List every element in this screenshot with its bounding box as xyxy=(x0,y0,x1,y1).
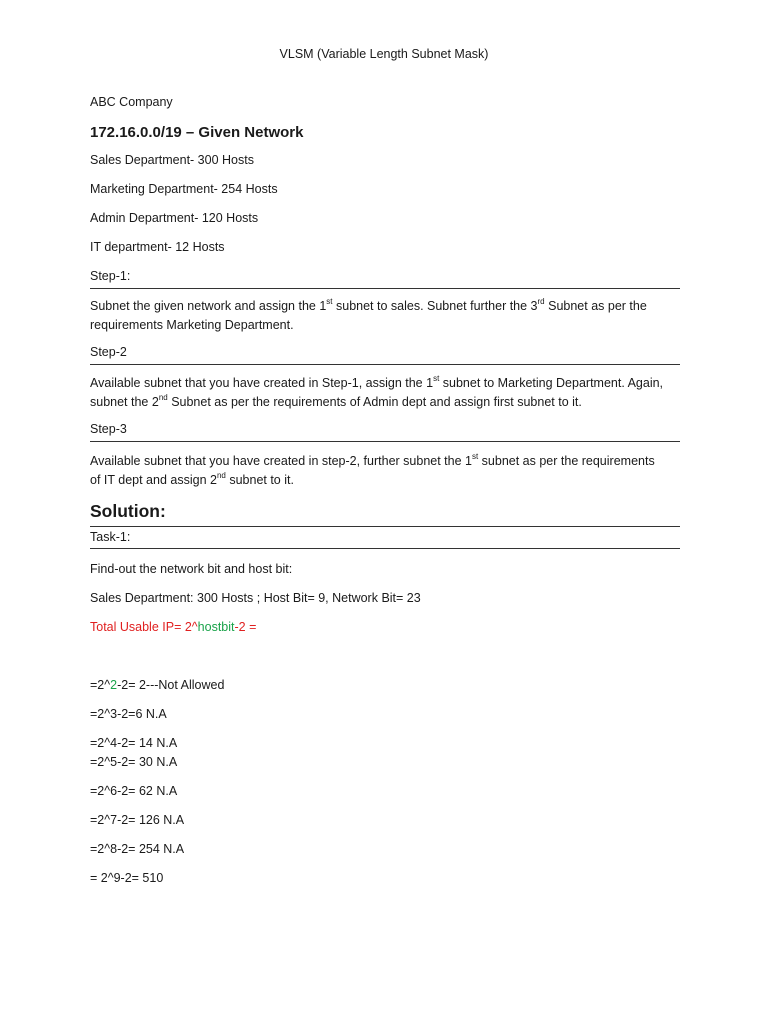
solution-heading: Solution: xyxy=(90,501,166,521)
step2-text-part: Available subnet that you have created in Step-1, assign the 1 xyxy=(90,376,434,390)
step2-label: Step-2 xyxy=(90,345,127,359)
step1-label: Step-1: xyxy=(90,269,131,283)
calc-line: =2^6-2= 62 N.A xyxy=(90,784,178,798)
step1-sup: st xyxy=(326,296,333,306)
findout-text: Find-out the network bit and host bit: xyxy=(90,562,293,576)
step1-text-part: Subnet the given network and assign the 1 xyxy=(90,299,327,313)
calc-part: =2^ xyxy=(90,678,111,692)
calc-line: =2^3-2=6 N.A xyxy=(90,707,167,721)
task1-label: Task-1: xyxy=(90,530,131,544)
step1-text-part: subnet to sales. Subnet further the 3 xyxy=(332,299,538,313)
calc-part: -2= 2---Not Allowed xyxy=(117,678,225,692)
document-title: VLSM (Variable Length Subnet Mask) xyxy=(279,47,489,61)
calc-line: = 2^9-2= 510 xyxy=(90,871,164,885)
step1-sup: rd xyxy=(537,296,545,306)
document-body xyxy=(90,94,680,887)
step2-sup: st xyxy=(433,373,440,383)
calc-line: =2^7-2= 126 N.A xyxy=(90,813,185,827)
formula-part: Total Usable IP= 2^ xyxy=(90,620,198,634)
calc-line: =2^4-2= 14 N.A xyxy=(90,736,178,750)
department-it: IT department- 12 Hosts xyxy=(90,240,225,254)
step2-text-part: subnet to Marketing Department. Again, xyxy=(439,376,664,390)
step3-text xyxy=(90,452,680,490)
step2-text-part: Subnet as per the requirements of Admin dept and assign first subnet to it. xyxy=(167,395,582,409)
step2-text xyxy=(90,374,680,412)
step3-sup: st xyxy=(471,451,479,461)
step1-text-part: requirements Marketing Department. xyxy=(90,318,294,332)
calc-line: =2^5-2= 30 N.A xyxy=(90,755,178,769)
step3-text-part: Available subnet that you have created in step-2, further subnet the 1 xyxy=(90,454,472,468)
calc-line xyxy=(90,677,680,694)
calc-exponent: 2 xyxy=(110,678,118,692)
usable-ip-formula xyxy=(90,619,680,636)
department-sales: Sales Department- 300 Hosts xyxy=(90,153,254,167)
company-name: ABC Company xyxy=(90,95,173,109)
step1-text xyxy=(90,297,680,335)
step3-sup: nd xyxy=(216,470,226,480)
step1-text-part: Subnet as per the xyxy=(544,299,647,313)
sales-bits-line: Sales Department: 300 Hosts ; Host Bit= 9, Network Bit= 23 xyxy=(90,591,421,605)
step3-label: Step-3 xyxy=(90,422,127,436)
formula-part: -2 = xyxy=(234,620,257,634)
step2-text-part: subnet the 2 xyxy=(90,395,159,409)
step3-text-part: subnet as per the requirements xyxy=(478,454,655,468)
step3-text-part: subnet to it. xyxy=(225,473,294,487)
step2-sup: nd xyxy=(158,392,168,402)
network-heading: 172.16.0.0/19 – Given Network xyxy=(90,124,304,141)
department-marketing: Marketing Department- 254 Hosts xyxy=(90,182,278,196)
formula-hostbit: hostbit xyxy=(197,620,235,634)
step3-text-part: of IT dept and assign 2 xyxy=(90,473,217,487)
department-admin: Admin Department- 120 Hosts xyxy=(90,211,259,225)
calc-line: =2^8-2= 254 N.A xyxy=(90,842,185,856)
